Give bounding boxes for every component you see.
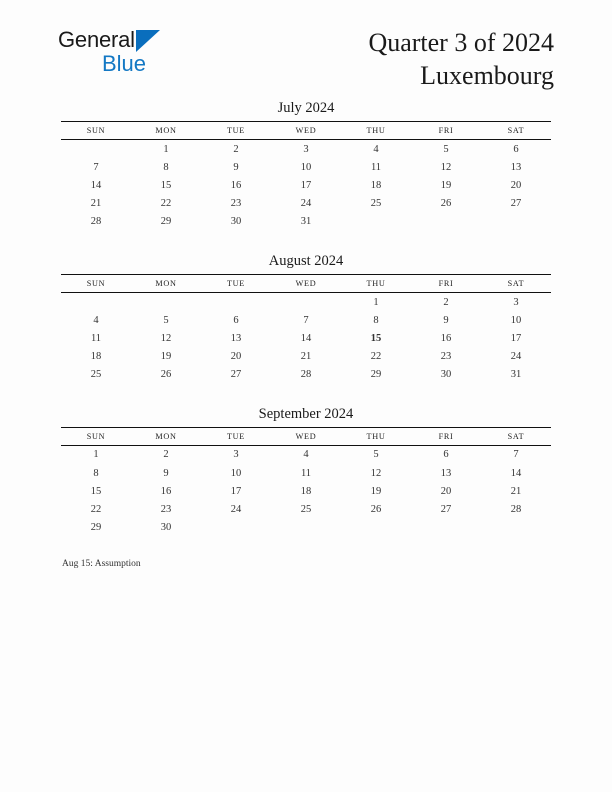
day-cell[interactable]: 30 [160,522,172,534]
day-cell[interactable]: 2 [443,296,449,308]
weekday-header-row [61,427,551,445]
week-row [61,195,551,213]
day-cell[interactable]: 7 [303,314,309,326]
day-cell[interactable]: 1 [373,296,379,308]
day-cell[interactable]: 27 [440,504,452,516]
weekday-header-wed: WED [271,122,341,140]
title-country: Luxembourg [420,61,554,90]
weekday-header-mon: MON [131,274,201,292]
day-cell[interactable]: 5 [163,314,169,326]
weekday-header-sat: SAT [481,427,551,445]
holiday-legend-item: Aug 15: Assumption [62,558,141,569]
day-cell[interactable]: 2 [163,449,169,461]
day-cell[interactable]: 11 [370,161,382,173]
day-cell[interactable]: 18 [90,351,102,363]
empty-day-cell [131,292,201,311]
months-container [0,98,612,537]
day-cell[interactable]: 15 [160,179,172,191]
day-cell[interactable]: 14 [510,467,522,479]
month-table [61,274,551,384]
day-cell[interactable]: 4 [303,449,309,461]
day-cell[interactable]: 31 [300,216,312,228]
day-cell[interactable]: 5 [373,449,379,461]
day-cell[interactable]: 19 [160,351,172,363]
day-cell[interactable]: 6 [513,143,519,155]
day-cell[interactable]: 3 [303,143,309,155]
month-block [61,98,551,231]
weekday-header-thu: THU [341,427,411,445]
day-cell[interactable]: 27 [510,198,522,210]
day-cell[interactable]: 14 [90,179,102,191]
week-row [61,519,551,537]
week-row [61,464,551,482]
blue-triangle-icon [136,30,160,52]
day-cell[interactable]: 2 [233,143,239,155]
day-cell[interactable]: 12 [440,161,452,173]
day-cell[interactable]: 1 [163,143,169,155]
day-cell[interactable]: 14 [300,332,312,344]
empty-day-cell [271,519,341,537]
day-cell[interactable]: 6 [443,449,449,461]
weekday-header-thu: THU [341,122,411,140]
weekday-header-tue: TUE [201,122,271,140]
day-cell[interactable]: 31 [510,369,522,381]
day-cell[interactable]: 16 [230,179,242,191]
empty-day-cell [411,213,481,231]
day-cell[interactable]: 29 [160,216,172,228]
weekday-header-sun: SUN [61,274,131,292]
weekday-header-wed: WED [271,427,341,445]
day-cell[interactable]: 30 [230,216,242,228]
day-cell[interactable]: 12 [370,467,382,479]
day-cell[interactable]: 11 [300,467,312,479]
day-cell[interactable]: 3 [513,296,519,308]
weekday-header-mon: MON [131,122,201,140]
day-cell[interactable]: 13 [230,332,242,344]
week-row [61,366,551,384]
day-cell[interactable]: 20 [440,485,452,497]
day-cell[interactable]: 13 [440,467,452,479]
holiday-legend [60,557,552,571]
day-cell[interactable]: 20 [230,351,242,363]
weekday-header-row [61,122,551,140]
day-cell[interactable]: 8 [163,161,169,173]
day-cell[interactable]: 16 [440,332,452,344]
general-blue-logo[interactable] [58,28,218,80]
month-block [61,251,551,384]
empty-day-cell [411,519,481,537]
empty-day-cell [341,213,411,231]
day-cell[interactable]: 25 [300,504,312,516]
week-row [61,500,551,518]
weekday-header-tue: TUE [201,274,271,292]
day-cell[interactable]: 4 [373,143,379,155]
empty-day-cell [61,140,131,159]
weekday-header-fri: FRI [411,274,481,292]
week-row [61,292,551,311]
day-cell[interactable]: 24 [230,504,242,516]
page-header [0,0,612,90]
month-block [61,404,551,537]
day-cell[interactable]: 20 [510,179,522,191]
day-cell[interactable]: 8 [93,467,99,479]
week-row [61,482,551,500]
weekday-header-mon: MON [131,427,201,445]
day-cell[interactable]: 1 [93,449,99,461]
week-row [61,329,551,347]
day-cell[interactable]: 23 [440,351,452,363]
day-cell[interactable]: 26 [440,198,452,210]
weekday-header-wed: WED [271,274,341,292]
holiday-day-cell[interactable]: 15 [370,332,382,344]
week-row [61,311,551,329]
weekday-header-fri: FRI [411,427,481,445]
day-cell[interactable]: 6 [233,314,239,326]
day-cell[interactable]: 27 [230,369,242,381]
day-cell[interactable]: 18 [370,179,382,191]
day-cell[interactable]: 10 [300,161,312,173]
day-cell[interactable]: 9 [163,467,169,479]
day-cell[interactable]: 28 [510,504,522,516]
week-row [61,176,551,194]
day-cell[interactable]: 12 [160,332,172,344]
day-cell[interactable]: 13 [510,161,522,173]
logo-text-blue: Blue [102,51,147,76]
month-title: August 2024 [268,252,344,269]
month-title: July 2024 [277,100,335,116]
week-row [61,348,551,366]
day-cell[interactable]: 10 [510,314,522,326]
day-cell[interactable]: 29 [90,522,102,534]
weekday-header-sun: SUN [61,122,131,140]
day-cell[interactable]: 17 [300,179,312,191]
week-row [61,213,551,231]
day-cell[interactable]: 23 [160,504,172,516]
title-quarter: Quarter 3 of 2024 [368,28,554,57]
day-cell[interactable]: 10 [230,467,242,479]
day-cell[interactable]: 22 [160,198,172,210]
day-cell[interactable]: 24 [510,351,522,363]
logo-text-general: General [58,27,135,52]
day-cell[interactable]: 21 [300,351,312,363]
day-cell[interactable]: 11 [90,332,102,344]
day-cell[interactable]: 3 [233,449,239,461]
day-cell[interactable]: 24 [300,198,312,210]
day-cell[interactable]: 5 [443,143,449,155]
day-cell[interactable]: 9 [443,314,449,326]
day-cell[interactable]: 16 [160,485,172,497]
day-cell[interactable]: 8 [373,314,379,326]
weekday-header-fri: FRI [411,122,481,140]
empty-day-cell [201,292,271,311]
month-table [61,121,551,231]
weekday-header-sat: SAT [481,274,551,292]
day-cell[interactable]: 30 [440,369,452,381]
day-cell[interactable]: 9 [233,161,239,173]
day-cell[interactable]: 19 [440,179,452,191]
day-cell[interactable]: 21 [90,198,102,210]
empty-day-cell [61,292,131,311]
day-cell[interactable]: 29 [370,369,382,381]
day-cell[interactable]: 23 [230,198,242,210]
day-cell[interactable]: 28 [300,369,312,381]
day-cell[interactable]: 22 [90,504,102,516]
day-cell[interactable]: 15 [90,485,102,497]
page-title [368,26,554,92]
month-table [61,427,551,537]
day-cell[interactable]: 28 [90,216,102,228]
day-cell[interactable]: 25 [90,369,102,381]
weekday-header-sat: SAT [481,122,551,140]
empty-day-cell [341,519,411,537]
day-cell[interactable]: 17 [510,332,522,344]
week-row [61,158,551,176]
empty-day-cell [481,213,551,231]
weekday-header-thu: THU [341,274,411,292]
day-cell[interactable]: 19 [370,485,382,497]
day-cell[interactable]: 22 [370,351,382,363]
logo-top-row [58,28,218,54]
day-cell[interactable]: 7 [513,449,519,461]
day-cell[interactable]: 17 [230,485,242,497]
empty-day-cell [271,292,341,311]
day-cell[interactable]: 7 [93,161,99,173]
day-cell[interactable]: 26 [370,504,382,516]
day-cell[interactable]: 26 [160,369,172,381]
week-row [61,445,551,464]
day-cell[interactable]: 18 [300,485,312,497]
empty-day-cell [201,519,271,537]
week-row [61,140,551,159]
day-cell[interactable]: 21 [510,485,522,497]
weekday-header-row [61,274,551,292]
month-title: September 2024 [258,405,354,422]
day-cell[interactable]: 25 [370,198,382,210]
empty-day-cell [481,519,551,537]
weekday-header-tue: TUE [201,427,271,445]
weekday-header-sun: SUN [61,427,131,445]
day-cell[interactable]: 4 [93,314,99,326]
